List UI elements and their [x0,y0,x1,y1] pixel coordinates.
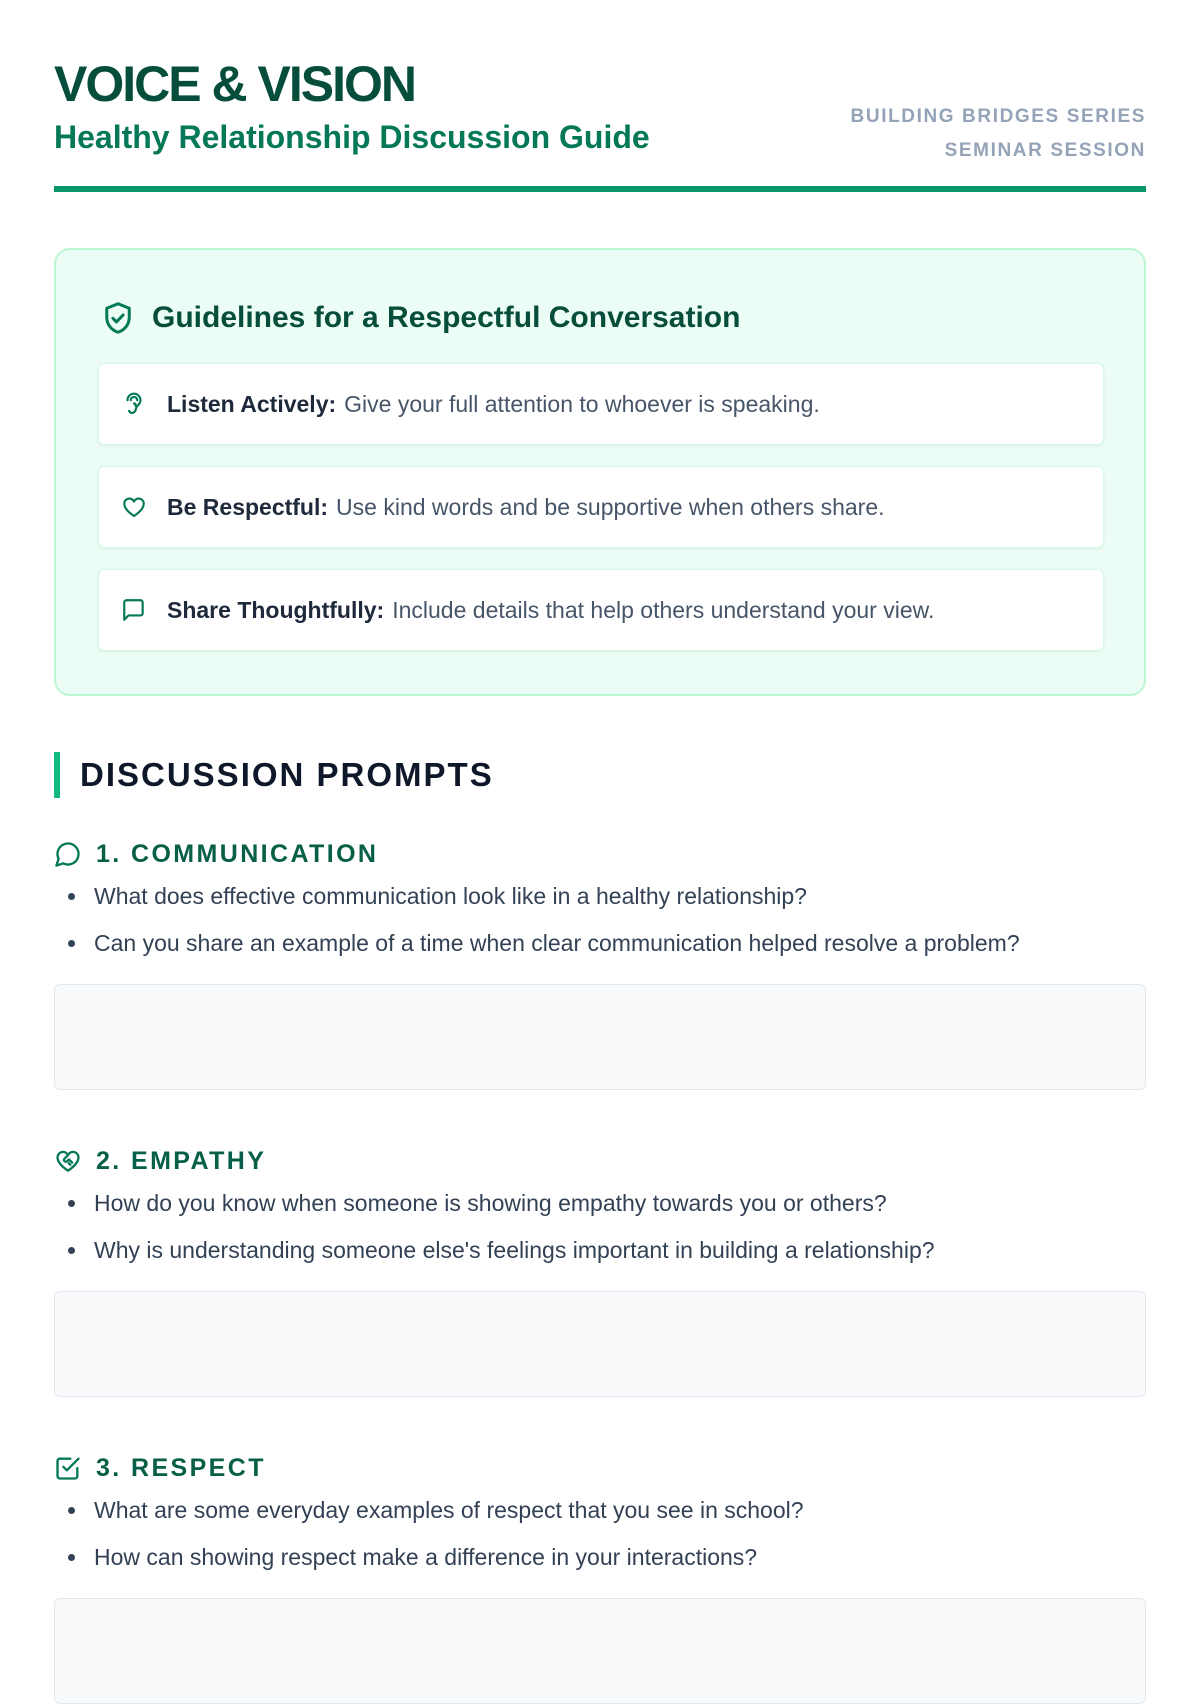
guideline-listen [98,363,1104,445]
guideline-text: Give your full attention to whoever is speaking. [344,391,820,417]
brand-title: VOICE & VISION [54,56,415,112]
series-meta [851,100,1146,168]
check-square-icon [54,1454,82,1482]
chat-square-icon [121,597,147,623]
answer-box[interactable] [54,1291,1146,1397]
prompt-communication [54,836,1146,1090]
heart-icon [121,494,147,520]
prompt-respect [54,1450,1146,1650]
question-list [54,882,1146,957]
question-list [54,1189,1146,1264]
question-item: What are some everyday examples of respect that you see in school? [54,1496,1146,1524]
question-item: How can showing respect make a difference in your interactions? [54,1543,1146,1571]
guideline-respect [98,466,1104,548]
guidelines-title: Guidelines for a Respectful Conversation [152,301,741,334]
section-title: DISCUSSION PROMPTS [80,756,494,793]
section-accent-bar [54,752,60,798]
prompt-title: 1. COMMUNICATION [96,839,379,868]
guideline-label: Be Respectful: [167,494,329,520]
guideline-text: Include details that help others understand your view. [392,597,935,623]
guideline-share [98,569,1104,651]
header-divider [54,186,1146,192]
guide-subtitle: Healthy Relationship Discussion Guide [54,119,650,155]
heart-handshake-icon [54,1147,82,1175]
guideline-label: Share Thoughtfully: [167,597,385,623]
ear-icon [121,391,147,417]
series-name: BUILDING BRIDGES SERIES [850,106,1146,127]
prompt-empathy [54,1143,1146,1397]
answer-box[interactable] [54,984,1146,1090]
question-item: How do you know when someone is showing empathy towards you or others? [54,1189,1146,1217]
header [54,58,1146,194]
question-item: What does effective communication look like in a healthy relationship? [54,882,1146,910]
chat-bubble-icon [54,840,82,868]
guidelines-header [100,298,740,338]
shield-check-icon [100,300,136,336]
guideline-label: Listen Actively: [167,391,337,417]
session-type: SEMINAR SESSION [944,140,1146,161]
guideline-text: Use kind words and be supportive when others share. [336,494,885,520]
guidelines-box [54,248,1146,696]
question-item: Can you share an example of a time when clear communication helped resolve a problem? [54,929,1146,957]
prompt-title: 3. RESPECT [96,1453,266,1482]
answer-box[interactable] [54,1598,1146,1704]
question-item: Why is understanding someone else's feelings important in building a relationship? [54,1236,1146,1264]
prompt-title: 2. EMPATHY [96,1146,267,1175]
question-list [54,1496,1146,1571]
section-heading [54,752,494,798]
